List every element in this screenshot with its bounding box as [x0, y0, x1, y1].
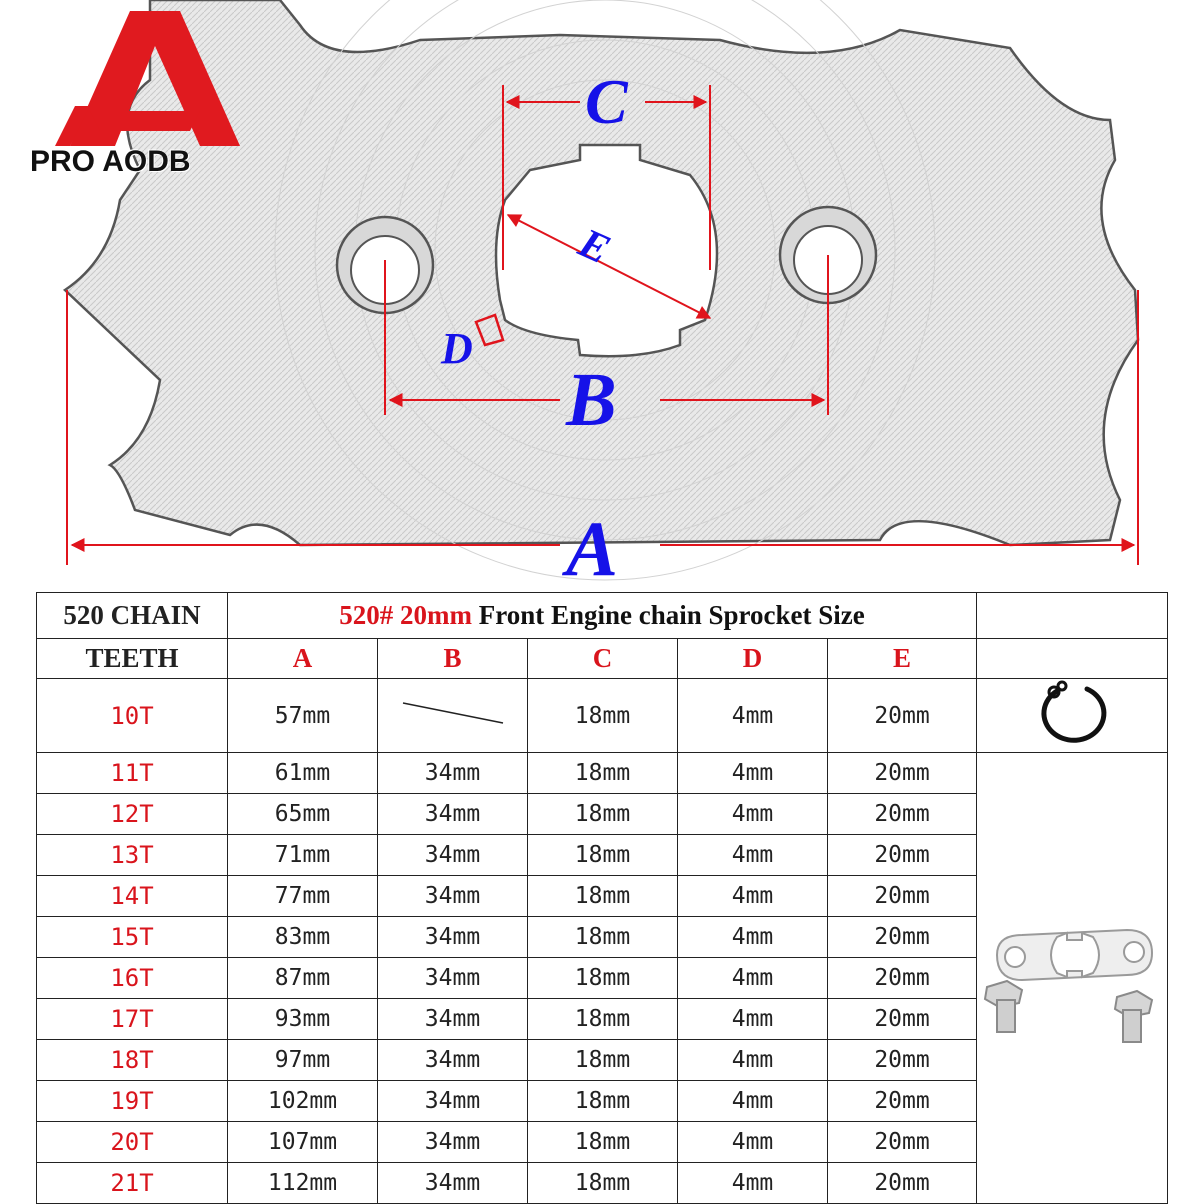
- teeth-cell: 17T: [37, 999, 228, 1040]
- value-a: 112mm: [228, 1163, 378, 1204]
- value-d: 4mm: [678, 1163, 828, 1204]
- value-a: 61mm: [228, 753, 378, 794]
- value-d: 4mm: [678, 1122, 828, 1163]
- value-c: 18mm: [528, 1081, 678, 1122]
- value-b: 34mm: [378, 958, 528, 999]
- teeth-cell: 10T: [37, 679, 228, 753]
- chain-label: 520 CHAIN: [37, 593, 228, 639]
- value-e: 20mm: [828, 917, 977, 958]
- value-a: 83mm: [228, 917, 378, 958]
- teeth-cell: 18T: [37, 1040, 228, 1081]
- dimension-label-c: C: [585, 66, 628, 137]
- value-d: 4mm: [678, 753, 828, 794]
- value-c: 18mm: [528, 917, 678, 958]
- empty-header-cell: [977, 593, 1168, 639]
- value-a: 87mm: [228, 958, 378, 999]
- brand-name: PRO AODB: [30, 145, 191, 178]
- table-title-rest: Front Engine chain Sprocket Size: [471, 600, 865, 630]
- value-d: 4mm: [678, 876, 828, 917]
- teeth-cell: 13T: [37, 835, 228, 876]
- value-d: 4mm: [678, 1040, 828, 1081]
- value-e: 20mm: [828, 794, 977, 835]
- teeth-cell: 19T: [37, 1081, 228, 1122]
- value-e: 20mm: [828, 1081, 977, 1122]
- value-e: 20mm: [828, 753, 977, 794]
- value-a: 107mm: [228, 1122, 378, 1163]
- value-a: 57mm: [228, 679, 378, 753]
- dimension-label-e: E: [572, 220, 617, 274]
- value-d: 4mm: [678, 1081, 828, 1122]
- table-title-row: [37, 593, 1168, 639]
- dimension-label-b: B: [566, 358, 617, 442]
- value-c: 18mm: [528, 1040, 678, 1081]
- value-b: 34mm: [378, 835, 528, 876]
- column-header-c: C: [528, 639, 678, 679]
- value-e: 20mm: [828, 958, 977, 999]
- teeth-header: TEETH: [37, 639, 228, 679]
- value-b: 34mm: [378, 999, 528, 1040]
- value-b: 34mm: [378, 753, 528, 794]
- value-a: 77mm: [228, 876, 378, 917]
- value-c: 18mm: [528, 835, 678, 876]
- value-d: 4mm: [678, 679, 828, 753]
- value-d: 4mm: [678, 958, 828, 999]
- column-header-d: D: [678, 639, 828, 679]
- value-c: 18mm: [528, 794, 678, 835]
- table-title: [228, 593, 977, 639]
- sprocket-size-table: [36, 592, 1168, 1204]
- teeth-cell: 20T: [37, 1122, 228, 1163]
- lock-plate-with-bolts-icon: [977, 895, 1167, 1055]
- circlip-icon: [1027, 679, 1117, 745]
- value-a: 71mm: [228, 835, 378, 876]
- value-e: 20mm: [828, 1122, 977, 1163]
- column-header-b: B: [378, 639, 528, 679]
- value-e: 20mm: [828, 1163, 977, 1204]
- value-c: 18mm: [528, 876, 678, 917]
- column-header-a: A: [228, 639, 378, 679]
- value-a: 102mm: [228, 1081, 378, 1122]
- empty-header-cell: [977, 639, 1168, 679]
- value-b: 34mm: [378, 1081, 528, 1122]
- value-d: 4mm: [678, 917, 828, 958]
- lock-plate-image-cell: [977, 753, 1168, 1204]
- table-header-row: [37, 639, 1168, 679]
- dimension-label-d: D: [441, 324, 473, 373]
- value-e: 20mm: [828, 679, 977, 753]
- value-c: 18mm: [528, 958, 678, 999]
- value-e: 20mm: [828, 1040, 977, 1081]
- value-e: 20mm: [828, 999, 977, 1040]
- teeth-cell: 15T: [37, 917, 228, 958]
- value-d: 4mm: [678, 999, 828, 1040]
- teeth-cell: 16T: [37, 958, 228, 999]
- teeth-cell: 11T: [37, 753, 228, 794]
- diagonal-dash-icon: [398, 698, 508, 728]
- value-c: 18mm: [528, 679, 678, 753]
- value-b: 34mm: [378, 917, 528, 958]
- value-b-not-applicable: [378, 679, 528, 753]
- value-c: 18mm: [528, 1163, 678, 1204]
- circlip-image-cell: [977, 679, 1168, 753]
- value-a: 93mm: [228, 999, 378, 1040]
- value-e: 20mm: [828, 835, 977, 876]
- value-b: 34mm: [378, 794, 528, 835]
- value-d: 4mm: [678, 794, 828, 835]
- value-e: 20mm: [828, 876, 977, 917]
- column-header-e: E: [828, 639, 977, 679]
- value-c: 18mm: [528, 1122, 678, 1163]
- value-b: 34mm: [378, 1040, 528, 1081]
- table-row: [37, 679, 1168, 753]
- teeth-cell: 21T: [37, 1163, 228, 1204]
- table-row: [37, 753, 1168, 794]
- value-c: 18mm: [528, 753, 678, 794]
- value-a: 97mm: [228, 1040, 378, 1081]
- value-b: 34mm: [378, 1163, 528, 1204]
- value-b: 34mm: [378, 876, 528, 917]
- teeth-cell: 14T: [37, 876, 228, 917]
- value-b: 34mm: [378, 1122, 528, 1163]
- teeth-cell: 12T: [37, 794, 228, 835]
- table-title-highlight: 520# 20mm: [339, 600, 472, 630]
- value-c: 18mm: [528, 999, 678, 1040]
- value-a: 65mm: [228, 794, 378, 835]
- value-d: 4mm: [678, 835, 828, 876]
- dimension-label-a: A: [566, 505, 619, 592]
